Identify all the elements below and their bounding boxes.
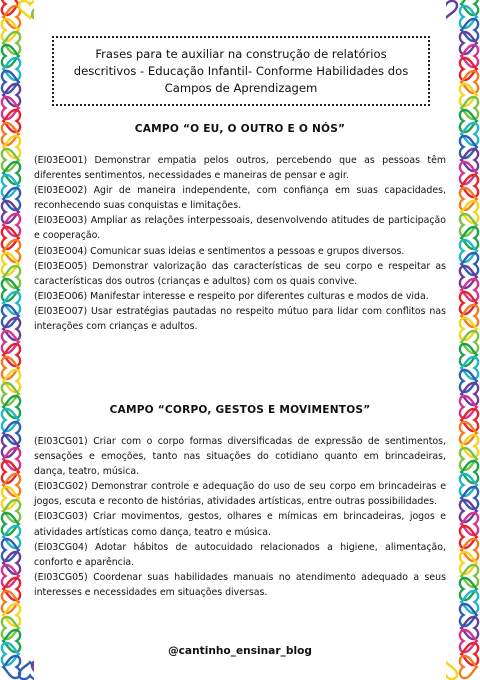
- border-heart: [2, 253, 19, 275]
- border-heart: [460, 396, 477, 418]
- border-heart: [3, 110, 20, 132]
- border-heart: [3, 6, 20, 28]
- border-heart: [461, 227, 478, 249]
- border-heart: [2, 175, 19, 197]
- border-heart: [2, 123, 19, 145]
- border-heart: [2, 279, 19, 301]
- border-heart: [461, 175, 478, 197]
- border-heart: [460, 32, 477, 54]
- border-heart: [3, 526, 20, 548]
- border-heart: [3, 656, 20, 678]
- border-heart: [3, 32, 20, 54]
- border-heart: [460, 578, 477, 600]
- border-heart: [460, 58, 477, 80]
- border-heart: [3, 448, 20, 470]
- skill-item: (EI03CG02) Demonstrar controle e adequação do uso de seu corpo em brincadeiras e jogos, escuta e reconto de histórias, atividades artísticas, entre outras possibilidades.: [34, 481, 446, 508]
- border-heart: [461, 435, 478, 457]
- border-heart: [3, 292, 20, 314]
- border-heart: [460, 214, 477, 236]
- border-heart: [461, 643, 478, 665]
- border-heart: [3, 396, 20, 418]
- section-title-corpo-gestos: CAMPO “CORPO, GESTOS E MOVIMENTOS”: [109, 404, 371, 416]
- border-heart: [2, 331, 19, 353]
- border-heart: [2, 409, 19, 431]
- border-heart: [460, 526, 477, 548]
- border-heart: [460, 448, 477, 470]
- border-heart: [460, 292, 477, 314]
- border-heart: [2, 71, 19, 93]
- border-heart: [461, 123, 478, 145]
- border-heart: [461, 513, 478, 535]
- border-heart: [2, 97, 19, 119]
- skill-item: (EI03EO04) Comunicar suas ideias e sentimentos a pessoas e grupos diversos.: [34, 245, 405, 257]
- border-heart: [2, 383, 19, 405]
- border-heart: [2, 201, 19, 223]
- border-heart: [460, 136, 477, 158]
- border-heart: [460, 422, 477, 444]
- border-heart: [3, 422, 20, 444]
- border-heart: [3, 162, 20, 184]
- border-heart: [2, 617, 19, 639]
- skill-item: (EI03EO05) Demonstrar valorização das características de seu corpo e respeitar as características dos outros (crianças e adultos) com os quais convive.: [34, 260, 446, 287]
- border-heart: [3, 474, 20, 496]
- border-heart: [2, 487, 19, 509]
- border-heart: [3, 58, 20, 80]
- border-heart: [2, 357, 19, 379]
- border-heart: [461, 305, 478, 327]
- border-heart: [461, 487, 478, 509]
- border-heart: [461, 539, 478, 561]
- border-heart: [461, 19, 478, 41]
- border-heart: [460, 84, 477, 106]
- border-heart: [460, 318, 477, 340]
- border-heart: [461, 253, 478, 275]
- border-heart: [461, 71, 478, 93]
- border-heart: [461, 45, 478, 67]
- border-heart: [2, 227, 19, 249]
- border-heart: [461, 591, 478, 613]
- border-heart: [3, 630, 20, 652]
- border-heart: [461, 331, 478, 353]
- border-heart: [2, 19, 19, 41]
- section-title-eu-outro-nos: CAMPO “O EU, O OUTRO E O NÓS”: [134, 123, 346, 135]
- page-title: Frases para te auxiliar na construção de relatórios descritivos - Educação Infantil- Conforme Habilidades dos Campos de Aprendizagem: [73, 46, 409, 95]
- border-heart: [3, 370, 20, 392]
- border-heart: [460, 110, 477, 132]
- border-heart: [460, 188, 477, 210]
- border-heart: [460, 344, 477, 366]
- border-heart: [2, 435, 19, 457]
- border-heart: [3, 266, 20, 288]
- skill-item: (EI03EO03) Ampliar as relações interpessoais, desenvolvendo atitudes de participação e cooperação.: [34, 215, 446, 242]
- border-heart: [3, 188, 20, 210]
- border-heart: [461, 409, 478, 431]
- title-box: [52, 36, 430, 106]
- border-heart: [3, 240, 20, 262]
- border-heart: [460, 656, 477, 678]
- border-heart: [460, 6, 477, 28]
- page-content: [34, 0, 446, 680]
- border-heart: [3, 84, 20, 106]
- skill-item: (EI03EO02) Agir de maneira independente, com confiança em suas capacidades, reconhecendo suas conquistas e limitações.: [34, 185, 446, 212]
- border-heart: [2, 45, 19, 67]
- border-heart: [460, 552, 477, 574]
- border-heart: [3, 500, 20, 522]
- skill-item: (EI03EO06) Manifestar interesse e respeito por diferentes culturas e modos de vida.: [34, 290, 429, 302]
- border-heart: [3, 604, 20, 626]
- border-heart: [3, 318, 20, 340]
- border-heart: [460, 266, 477, 288]
- border-heart: [2, 565, 19, 587]
- border-heart: [3, 344, 20, 366]
- border-heart: [460, 500, 477, 522]
- border-heart: [2, 643, 19, 665]
- section-items-eu-outro-nos: [34, 153, 446, 334]
- border-heart: [460, 604, 477, 626]
- border-heart: [2, 539, 19, 561]
- border-heart: [460, 162, 477, 184]
- border-heart: [460, 240, 477, 262]
- border-heart: [460, 370, 477, 392]
- border-heart: [461, 201, 478, 223]
- border-heart: [461, 357, 478, 379]
- border-heart: [461, 279, 478, 301]
- skill-item: (EI03CG01) Criar com o corpo formas diversificadas de expressão de sentimentos, sensações e emoções, tanto nas situações do cotidiano quanto em brincadeiras, dança, teatro, música.: [34, 436, 446, 478]
- footer-handle: @cantinho_ensinar_blog: [168, 645, 312, 657]
- border-heart: [461, 97, 478, 119]
- border-heart: [2, 305, 19, 327]
- border-heart: [461, 149, 478, 171]
- border-heart: [3, 552, 20, 574]
- border-heart: [460, 474, 477, 496]
- border-heart: [461, 617, 478, 639]
- border-heart: [2, 513, 19, 535]
- border-heart: [2, 149, 19, 171]
- border-heart: [2, 591, 19, 613]
- skill-item: (EI03CG05) Coordenar suas habilidades manuais no atendimento adequado a seus interesses e necessidades em situações diversas.: [34, 571, 446, 598]
- section-items-corpo-gestos: [34, 434, 446, 600]
- border-heart: [460, 630, 477, 652]
- border-heart: [3, 214, 20, 236]
- skill-item: (EI03CG04) Adotar hábitos de autocuidado relacionados a higiene, alimentação, conforto e aparência.: [34, 541, 446, 568]
- border-heart: [3, 136, 20, 158]
- border-heart: [3, 578, 20, 600]
- border-heart: [461, 565, 478, 587]
- skill-item: (EI03CG03) Criar movimentos, gestos, olhares e mímicas em brincadeiras, jogos e atividades artísticas como dança, teatro e música.: [34, 511, 446, 538]
- skill-item: (EI03EO07) Usar estratégias pautadas no respeito mútuo para lidar com conflitos nas interações com crianças e adultos.: [34, 305, 446, 333]
- border-heart: [461, 383, 478, 405]
- skill-item: (EI03EO01) Demonstrar empatia pelos outros, percebendo que as pessoas têm diferentes sentimentos, necessidades e maneiras de pensar e agir.: [34, 155, 446, 182]
- border-heart: [461, 461, 478, 483]
- border-heart: [2, 461, 19, 483]
